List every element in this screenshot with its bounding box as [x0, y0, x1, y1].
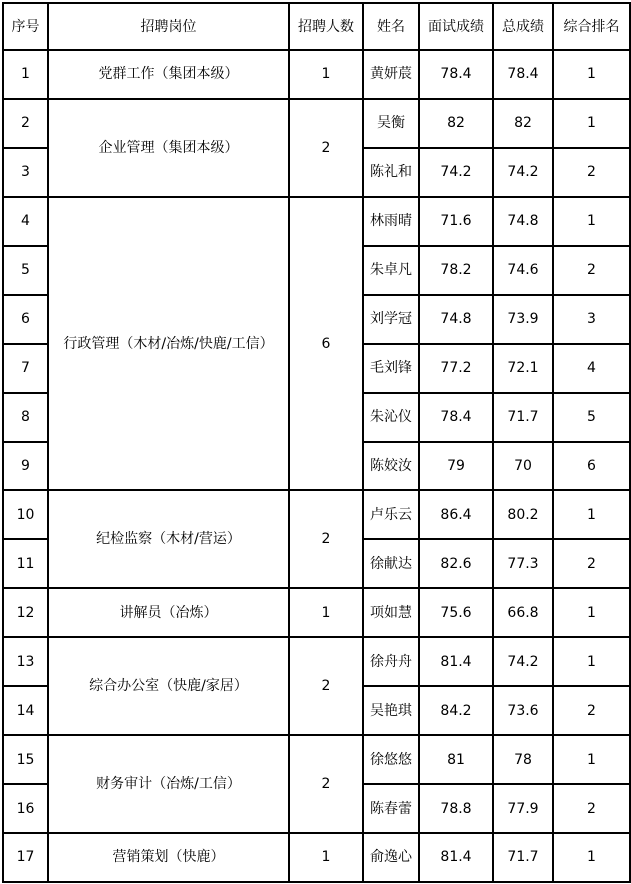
- interview-score-cell: 79: [419, 442, 493, 491]
- interview-score-cell: 78.2: [419, 246, 493, 295]
- rank-cell: 4: [553, 344, 630, 393]
- rank-cell: 2: [553, 539, 630, 588]
- rank-cell: 2: [553, 686, 630, 735]
- name-cell: 项如慧: [363, 588, 419, 637]
- total-score-cell: 72.1: [493, 344, 553, 393]
- interview-score-cell: 84.2: [419, 686, 493, 735]
- header-interview-score: 面试成绩: [419, 3, 493, 50]
- name-cell: 徐舟舟: [363, 637, 419, 686]
- count-cell: 6: [289, 197, 363, 491]
- interview-score-cell: 74.8: [419, 295, 493, 344]
- seq-cell: 10: [3, 490, 48, 539]
- rank-cell: 5: [553, 393, 630, 442]
- position-cell: 营销策划（快鹿）: [48, 833, 289, 882]
- rank-cell: 1: [553, 99, 630, 148]
- total-score-cell: 74.2: [493, 148, 553, 197]
- rank-cell: 2: [553, 246, 630, 295]
- rank-cell: 1: [553, 735, 630, 784]
- position-cell: 综合办公室（快鹿/家居）: [48, 637, 289, 735]
- header-rank: 综合排名: [553, 3, 630, 50]
- position-cell: 行政管理（木材/冶炼/快鹿/工信）: [48, 197, 289, 491]
- name-cell: 朱沁仪: [363, 393, 419, 442]
- interview-score-cell: 82.6: [419, 539, 493, 588]
- seq-cell: 13: [3, 637, 48, 686]
- seq-cell: 9: [3, 442, 48, 491]
- name-cell: 朱卓凡: [363, 246, 419, 295]
- position-cell: 纪检监察（木材/营运）: [48, 490, 289, 588]
- position-cell: 讲解员（冶炼）: [48, 588, 289, 637]
- total-score-cell: 78: [493, 735, 553, 784]
- total-score-cell: 73.9: [493, 295, 553, 344]
- header-total-score: 总成绩: [493, 3, 553, 50]
- rank-cell: 2: [553, 784, 630, 833]
- seq-cell: 5: [3, 246, 48, 295]
- total-score-cell: 66.8: [493, 588, 553, 637]
- header-name: 姓名: [363, 3, 419, 50]
- table-row: [3, 50, 630, 99]
- header-seq: 序号: [3, 3, 48, 50]
- interview-score-cell: 86.4: [419, 490, 493, 539]
- name-cell: 黄妍莀: [363, 50, 419, 99]
- name-cell: 卢乐云: [363, 490, 419, 539]
- table-row: [3, 99, 630, 148]
- table-row: [3, 637, 630, 686]
- name-cell: 陈春蕾: [363, 784, 419, 833]
- total-score-cell: 74.6: [493, 246, 553, 295]
- rank-cell: 3: [553, 295, 630, 344]
- count-cell: 2: [289, 490, 363, 588]
- rank-cell: 1: [553, 637, 630, 686]
- interview-score-cell: 81.4: [419, 637, 493, 686]
- interview-score-cell: 81: [419, 735, 493, 784]
- count-cell: 1: [289, 50, 363, 99]
- name-cell: 俞逸心: [363, 833, 419, 882]
- total-score-cell: 74.8: [493, 197, 553, 246]
- count-cell: 1: [289, 833, 363, 882]
- count-cell: 2: [289, 637, 363, 735]
- seq-cell: 1: [3, 50, 48, 99]
- seq-cell: 3: [3, 148, 48, 197]
- total-score-cell: 74.2: [493, 637, 553, 686]
- interview-score-cell: 74.2: [419, 148, 493, 197]
- table-row: [3, 833, 630, 882]
- total-score-cell: 82: [493, 99, 553, 148]
- seq-cell: 8: [3, 393, 48, 442]
- interview-score-cell: 78.8: [419, 784, 493, 833]
- interview-score-cell: 78.4: [419, 50, 493, 99]
- header-row: [3, 3, 630, 50]
- seq-cell: 11: [3, 539, 48, 588]
- seq-cell: 16: [3, 784, 48, 833]
- count-cell: 1: [289, 588, 363, 637]
- name-cell: 毛刘锋: [363, 344, 419, 393]
- count-cell: 2: [289, 735, 363, 833]
- results-table: [2, 2, 631, 883]
- total-score-cell: 71.7: [493, 393, 553, 442]
- name-cell: 陈礼和: [363, 148, 419, 197]
- rank-cell: 1: [553, 50, 630, 99]
- table-row: [3, 197, 630, 246]
- seq-cell: 14: [3, 686, 48, 735]
- interview-score-cell: 77.2: [419, 344, 493, 393]
- rank-cell: 1: [553, 833, 630, 882]
- seq-cell: 6: [3, 295, 48, 344]
- count-cell: 2: [289, 99, 363, 197]
- rank-cell: 1: [553, 588, 630, 637]
- interview-score-cell: 71.6: [419, 197, 493, 246]
- name-cell: 徐献达: [363, 539, 419, 588]
- rank-cell: 2: [553, 148, 630, 197]
- name-cell: 吴艳琪: [363, 686, 419, 735]
- table-row: [3, 588, 630, 637]
- interview-score-cell: 75.6: [419, 588, 493, 637]
- total-score-cell: 77.3: [493, 539, 553, 588]
- table-row: [3, 490, 630, 539]
- interview-score-cell: 81.4: [419, 833, 493, 882]
- interview-score-cell: 78.4: [419, 393, 493, 442]
- header-position: 招聘岗位: [48, 3, 289, 50]
- seq-cell: 12: [3, 588, 48, 637]
- seq-cell: 17: [3, 833, 48, 882]
- total-score-cell: 77.9: [493, 784, 553, 833]
- interview-score-cell: 82: [419, 99, 493, 148]
- seq-cell: 7: [3, 344, 48, 393]
- name-cell: 吴衡: [363, 99, 419, 148]
- name-cell: 徐悠悠: [363, 735, 419, 784]
- seq-cell: 2: [3, 99, 48, 148]
- seq-cell: 15: [3, 735, 48, 784]
- position-cell: 财务审计（冶炼/工信）: [48, 735, 289, 833]
- position-cell: 企业管理（集团本级）: [48, 99, 289, 197]
- total-score-cell: 80.2: [493, 490, 553, 539]
- total-score-cell: 70: [493, 442, 553, 491]
- total-score-cell: 71.7: [493, 833, 553, 882]
- table-row: [3, 735, 630, 784]
- header-count: 招聘人数: [289, 3, 363, 50]
- name-cell: 刘学冠: [363, 295, 419, 344]
- position-cell: 党群工作（集团本级）: [48, 50, 289, 99]
- name-cell: 陈姣汝: [363, 442, 419, 491]
- total-score-cell: 78.4: [493, 50, 553, 99]
- name-cell: 林雨晴: [363, 197, 419, 246]
- rank-cell: 1: [553, 197, 630, 246]
- rank-cell: 6: [553, 442, 630, 491]
- seq-cell: 4: [3, 197, 48, 246]
- rank-cell: 1: [553, 490, 630, 539]
- total-score-cell: 73.6: [493, 686, 553, 735]
